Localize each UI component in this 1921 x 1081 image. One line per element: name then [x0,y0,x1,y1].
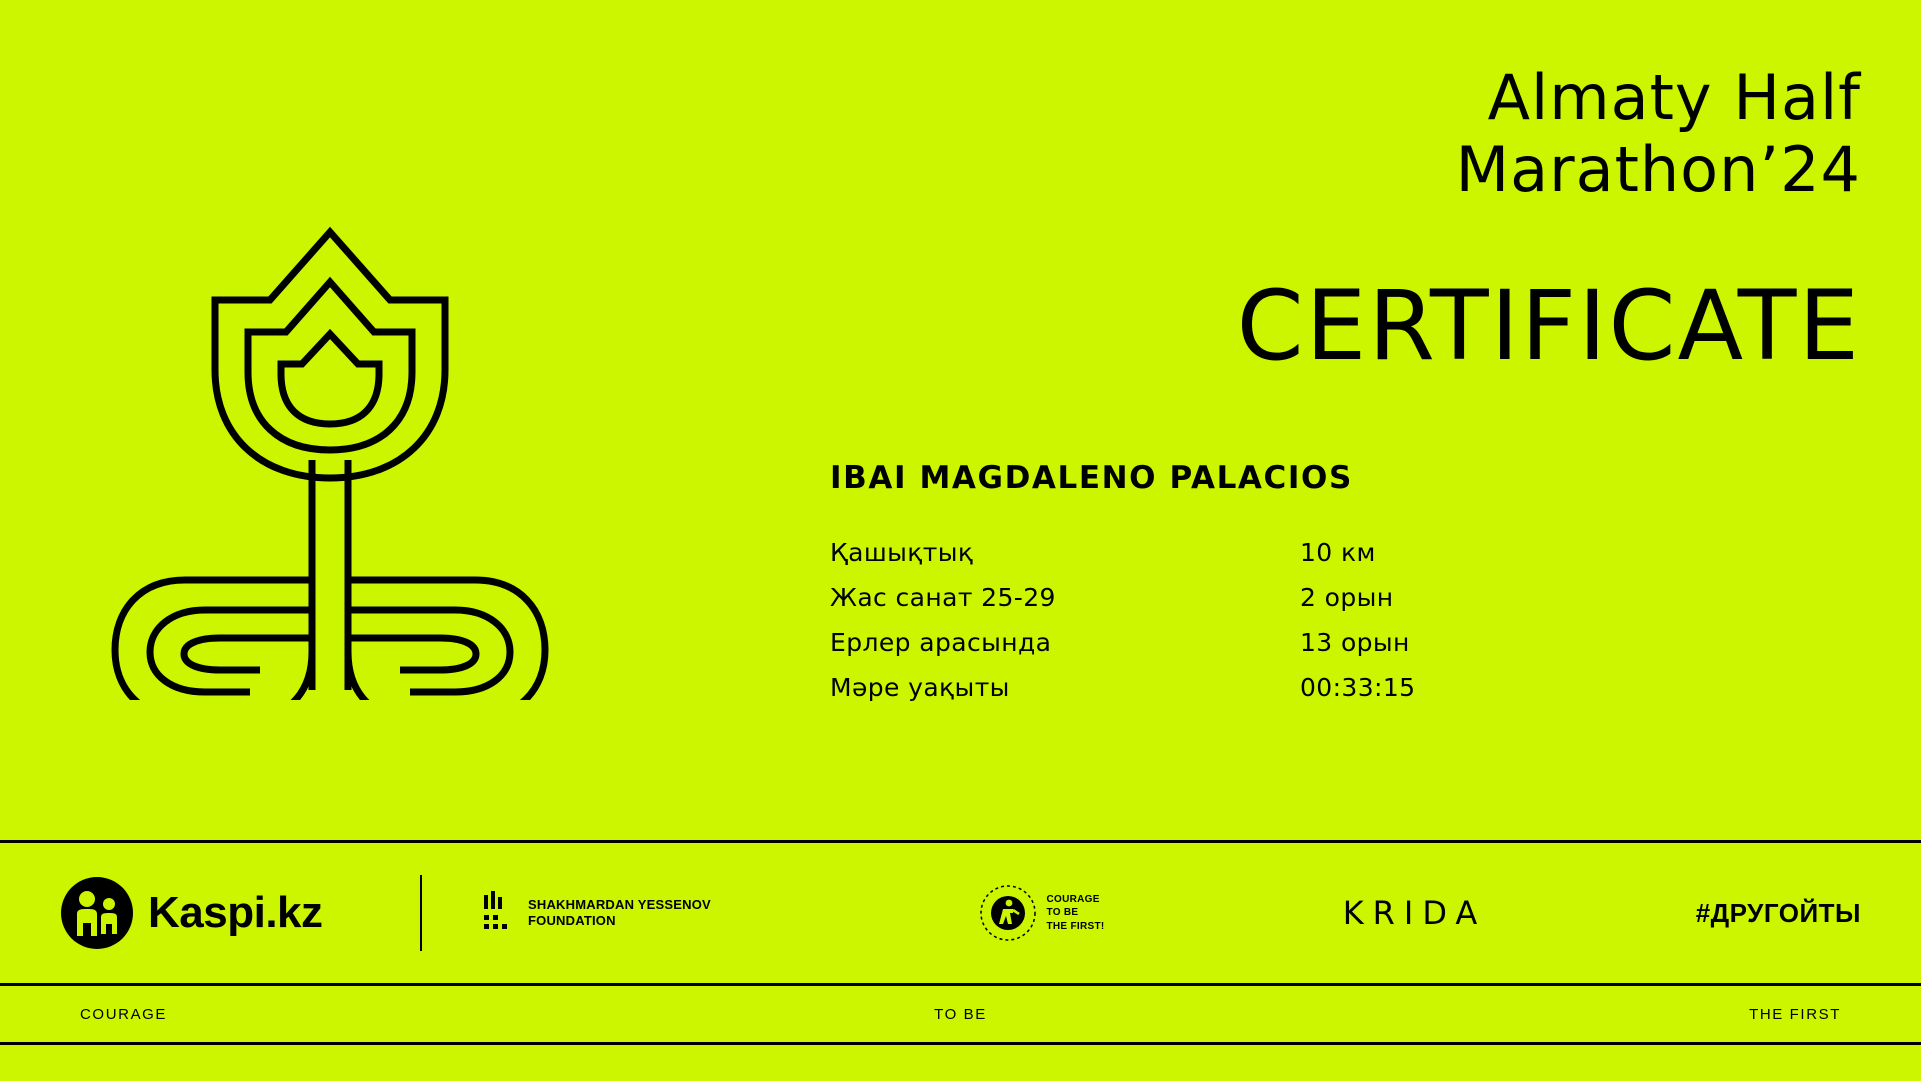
corporate-fund-runner-icon [979,884,1037,942]
certificate-content [660,0,1921,840]
athlete-name: IBAI MAGDALENO PALACIOS [830,459,1353,496]
sponsor-bar [0,843,1921,983]
result-value: 2 орын [1300,582,1394,612]
result-value: 10 км [1300,537,1376,567]
result-label: Жас санат 25-29 [830,582,1056,612]
corp-line2: TO BE [1046,907,1079,919]
slogan-middle: TO BE [934,1005,987,1023]
corp-line1: COURAGE [1046,893,1100,905]
result-label: Қашықтық [830,537,974,567]
corporate-fund-wordmark [1047,893,1105,934]
emblem-container [0,0,660,840]
results-list [830,538,1590,702]
sponsor-yessenov [482,891,855,935]
event-title [660,62,1861,206]
tulip-emblem-icon [80,160,580,700]
sponsor-krida: KRIDA [1342,894,1487,932]
bottom-strip [0,1045,1921,1061]
event-title-line2: Marathon’24 [1455,132,1861,206]
result-value: 13 орын [1300,627,1410,657]
event-title-line1: Almaty Half [1487,61,1861,134]
yessenov-foundation-icon [482,891,516,935]
slogan-left: COURAGE [80,1005,168,1023]
result-label: Мәре уақыты [830,672,1010,702]
result-label: Ерлер арасында [830,627,1052,657]
result-row [830,628,1590,657]
slogan-bar [0,986,1921,1042]
sponsor-kaspi [60,876,420,950]
sponsor-corporate-fund [855,884,1228,942]
sponsor-divider [420,875,422,951]
corp-line3: THE FIRST! [1046,920,1105,932]
kaspi-wordmark: Kaspi.kz [148,888,323,937]
result-row [830,538,1590,567]
sponsor-drugoyty: #ДРУГОЙТЫ [1695,897,1861,928]
result-row [830,673,1590,702]
result-row [830,583,1590,612]
yessenov-line2: FOUNDATION [528,913,616,928]
slogan-right: THE FIRST [1749,1005,1841,1023]
yessenov-line1: SHAKHMARDAN YESSENOV [528,896,711,912]
yessenov-wordmark [528,897,711,930]
certificate-heading: CERTIFICATE [1236,269,1861,382]
kaspi-logo-icon [60,876,134,950]
result-value: 00:33:15 [1300,672,1416,702]
